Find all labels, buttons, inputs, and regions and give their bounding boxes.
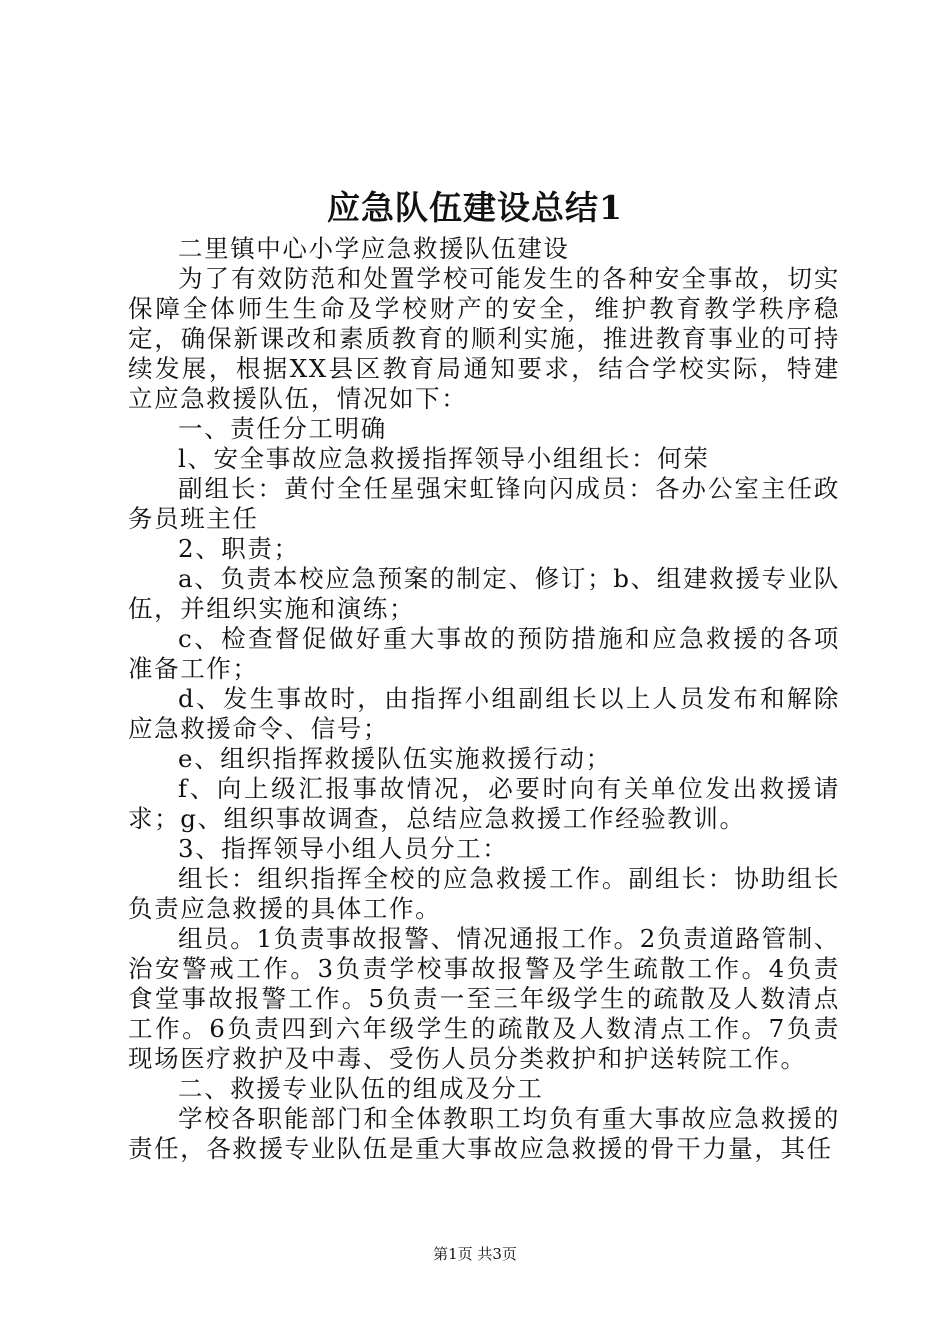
paragraph: 学校各职能部门和全体教职工均负有重大事故应急救援的责任，各救援专业队伍是重大事故应急救援的骨干力量，其任 — [128, 1104, 840, 1163]
paragraph: 二里镇中心小学应急救援队伍建设 — [178, 234, 570, 263]
document-body — [128, 234, 840, 1164]
paragraph: 2、职责； — [178, 534, 300, 563]
paragraph: 为了有效防范和处置学校可能发生的各种安全事故，切实保障全体师生生命及学校财产的安全，维护教育教学秩序稳定，确保新课改和素质教育的顺利实施，推进教育事业的可持续发展，根据XX县区教育局通知要求，结合学校实际，特建立应急救援队伍，情况如下： — [128, 264, 840, 413]
paragraph: 组员。1负责事故报警、情况通报工作。2负责道路管制、治安警戒工作。3负责学校事故报警及学生疏散工作。4负责食堂事故报警工作。5负责一至三年级学生的疏散及人数清点工作。6负责四到六年级学生的疏散及人数清点工作。7负责现场医疗救护及中毒、受伤人员分类救护和护送转院工作。 — [128, 924, 840, 1073]
paragraph: d、发生事故时，由指挥小组副组长以上人员发布和解除应急救援命令、信号； — [128, 684, 840, 743]
paragraph: 二、救援专业队伍的组成及分工 — [178, 1074, 544, 1103]
page-number-footer: 第1页 共3页 — [433, 1245, 517, 1263]
document-title: 应急队伍建设总结1 — [327, 188, 623, 227]
paragraph: a、负责本校应急预案的制定、修订；b、组建救援专业队伍，并组织实施和演练； — [128, 564, 840, 623]
paragraph: 一、责任分工明确 — [178, 414, 387, 443]
paragraph: f、向上级汇报事故情况，必要时向有关单位发出救援请求；g、组织事故调查，总结应急救援工作经验教训。 — [128, 774, 840, 833]
paragraph: l、安全事故应急救援指挥领导小组组长：何荣 — [178, 444, 710, 473]
paragraph: c、检查督促做好重大事故的预防措施和应急救援的各项准备工作； — [128, 624, 840, 683]
paragraph: 副组长：黄付全任星强宋虹锋向闪成员：各办公室主任政务员班主任 — [128, 474, 840, 533]
paragraph: e、组织指挥救援队伍实施救援行动； — [178, 744, 612, 773]
paragraph: 3、指挥领导小组人员分工： — [178, 834, 509, 863]
paragraph: 组长：组织指挥全校的应急救援工作。副组长：协助组长负责应急救援的具体工作。 — [128, 864, 840, 923]
